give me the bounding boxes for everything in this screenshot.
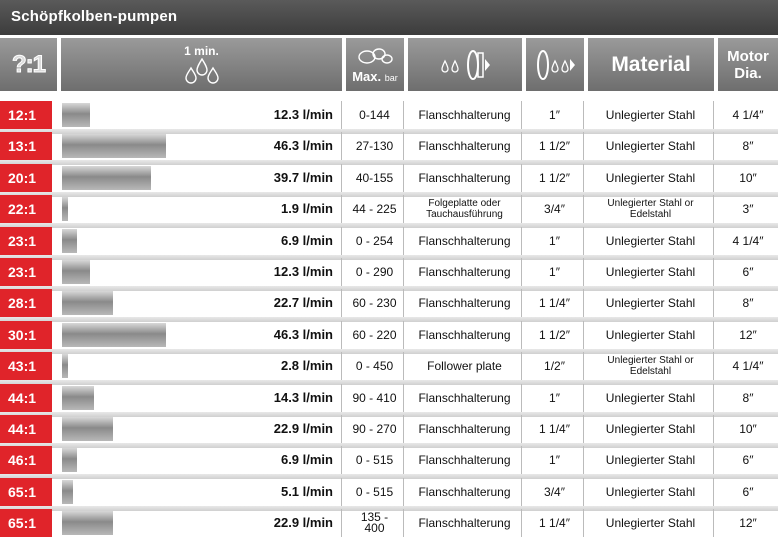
flow-bar	[62, 511, 113, 535]
material-value: Unlegierter Stahl	[605, 484, 696, 499]
header-mount	[408, 38, 522, 91]
pressure-cell	[346, 415, 404, 443]
material-header-label: Material	[611, 52, 691, 76]
port-cell	[526, 478, 584, 506]
material-cell	[588, 258, 714, 286]
motor-value: 10″	[739, 421, 757, 436]
flow-cell	[61, 446, 342, 474]
mount-cell	[408, 446, 522, 474]
page-title: Schöpfkolben-pumpen	[11, 8, 178, 25]
flow-bar	[62, 260, 90, 284]
flow-value: 46.3 l/min	[273, 327, 333, 342]
port-value: 1 1/2″	[539, 138, 570, 153]
flow-bar	[62, 386, 94, 410]
flow-value: 22.9 l/min	[273, 515, 333, 530]
material-value: Unlegierter Stahl or Edelstahl	[607, 355, 694, 377]
port-value: 1 1/4″	[539, 295, 570, 310]
pressure-header-unit: bar	[384, 72, 398, 83]
material-cell	[588, 132, 714, 160]
mount-value: Folgeplatte oder Tauchausführung	[426, 198, 503, 220]
table-row	[0, 227, 778, 255]
motor-cell	[718, 164, 778, 192]
flow-bar	[62, 229, 77, 253]
pressure-value: 90 - 410	[352, 390, 397, 405]
motor-cell	[718, 415, 778, 443]
pressure-value: 27-130	[355, 138, 394, 153]
material-value: Unlegierter Stahl	[605, 515, 696, 530]
port-cell	[526, 509, 584, 537]
motor-cell	[718, 478, 778, 506]
mount-value: Flanschhalterung	[418, 138, 511, 153]
pressure-header-max: Max.	[352, 68, 382, 84]
motor-value: 8″	[742, 295, 754, 310]
material-value: Unlegierter Stahl	[605, 452, 696, 467]
pressure-value: 40-155	[355, 170, 394, 185]
mount-value: Flanschhalterung	[418, 233, 511, 248]
table-row	[0, 446, 778, 474]
port-cell	[526, 195, 584, 223]
motor-cell	[718, 195, 778, 223]
pressure-cell	[346, 446, 404, 474]
ratio-cell: 65:1	[0, 478, 52, 506]
mount-value: Flanschhalterung	[418, 484, 511, 499]
droplets-icon	[182, 58, 222, 84]
flow-value: 22.7 l/min	[273, 295, 333, 310]
motor-value: 4 1/4″	[732, 358, 764, 373]
motor-cell	[718, 289, 778, 317]
ratio-cell: 43:1	[0, 352, 52, 380]
material-cell	[588, 352, 714, 380]
port-value: 3/4″	[544, 201, 565, 216]
ratio-cell: 44:1	[0, 415, 52, 443]
motor-value: 4 1/4″	[732, 107, 764, 122]
table-row	[0, 258, 778, 286]
table-row	[0, 509, 778, 537]
flow-cell	[61, 352, 342, 380]
ratio-cell: 23:1	[0, 258, 52, 286]
pressure-cell	[346, 227, 404, 255]
material-value: Unlegierter Stahl	[605, 327, 696, 342]
mount-value: Flanschhalterung	[418, 264, 511, 279]
flow-cell	[61, 415, 342, 443]
mount-cell	[408, 478, 522, 506]
table-row	[0, 352, 778, 380]
flow-value: 39.7 l/min	[273, 170, 333, 185]
pressure-value: 0 - 450	[355, 358, 394, 373]
pressure-cell	[346, 101, 404, 129]
pressure-value: 44 - 225	[352, 201, 397, 216]
motor-cell	[718, 352, 778, 380]
flow-cell	[61, 164, 342, 192]
header-flow	[61, 38, 342, 91]
header-pressure	[346, 38, 404, 91]
flow-bar	[62, 291, 113, 315]
motor-cell	[718, 384, 778, 412]
motor-cell	[718, 446, 778, 474]
flow-bar	[62, 166, 151, 190]
mount-value: Flanschhalterung	[418, 390, 511, 405]
flow-value: 2.8 l/min	[280, 358, 333, 373]
table-row	[0, 195, 778, 223]
pressure-cell	[346, 384, 404, 412]
motor-value: 6″	[742, 452, 754, 467]
material-cell	[588, 227, 714, 255]
motor-value: 8″	[742, 390, 754, 405]
flow-value: 6.9 l/min	[280, 233, 333, 248]
flow-value: 14.3 l/min	[273, 390, 333, 405]
flow-cell	[61, 258, 342, 286]
motor-cell	[718, 227, 778, 255]
material-cell	[588, 478, 714, 506]
flow-value: 12.3 l/min	[273, 264, 333, 279]
ratio-cell: 20:1	[0, 164, 52, 192]
mount-value: Flanschhalterung	[418, 421, 511, 436]
port-value: 1″	[549, 233, 560, 248]
pressure-cell	[346, 352, 404, 380]
mount-value: Flanschhalterung	[418, 170, 511, 185]
table-row	[0, 384, 778, 412]
material-cell	[588, 101, 714, 129]
ratio-cell: 28:1	[0, 289, 52, 317]
material-cell	[588, 415, 714, 443]
motor-cell	[718, 258, 778, 286]
flow-bar	[62, 103, 90, 127]
motor-value: 10″	[739, 170, 757, 185]
port-value: 1″	[549, 390, 560, 405]
pressure-value: 0 - 290	[355, 264, 394, 279]
mount-cell	[408, 164, 522, 192]
flow-bar	[62, 480, 73, 504]
port-value: 1 1/4″	[539, 515, 570, 530]
flow-cell	[61, 478, 342, 506]
pressure-spray-icon	[357, 46, 393, 68]
port-cell	[526, 415, 584, 443]
mount-cell	[408, 384, 522, 412]
flow-cell	[61, 289, 342, 317]
port-cell	[526, 258, 584, 286]
outlet-port-icon	[533, 47, 577, 83]
material-cell	[588, 164, 714, 192]
port-value: 1″	[549, 107, 560, 122]
flow-cell	[61, 384, 342, 412]
table-row	[0, 132, 778, 160]
flow-bar	[62, 417, 113, 441]
mount-cell	[408, 509, 522, 537]
flow-cell	[61, 321, 342, 349]
title-bar	[0, 0, 778, 35]
flow-value: 22.9 l/min	[273, 421, 333, 436]
mount-cell	[408, 289, 522, 317]
ratio-cell: 22:1	[0, 195, 52, 223]
table-row	[0, 478, 778, 506]
header-motor	[718, 38, 778, 91]
mount-cell	[408, 101, 522, 129]
mount-cell	[408, 352, 522, 380]
flow-value: 46.3 l/min	[273, 138, 333, 153]
mount-value: Flanschhalterung	[418, 452, 511, 467]
pressure-value: 0 - 515	[355, 484, 394, 499]
material-value: Unlegierter Stahl	[605, 170, 696, 185]
material-cell	[588, 289, 714, 317]
motor-value: 4 1/4″	[732, 233, 764, 248]
mount-cell	[408, 195, 522, 223]
material-value: Unlegierter Stahl	[605, 107, 696, 122]
mount-value: Flanschhalterung	[418, 515, 511, 530]
motor-value: 12″	[739, 515, 757, 530]
pressure-value: 0 - 515	[355, 452, 394, 467]
port-cell	[526, 164, 584, 192]
ratio-cell: 13:1	[0, 132, 52, 160]
material-cell	[588, 384, 714, 412]
pressure-cell	[346, 258, 404, 286]
pressure-value: 90 - 270	[352, 421, 397, 436]
port-cell	[526, 384, 584, 412]
port-value: 1 1/2″	[539, 327, 570, 342]
flow-value: 12.3 l/min	[273, 107, 333, 122]
mount-cell	[408, 132, 522, 160]
material-cell	[588, 321, 714, 349]
motor-value: 3″	[742, 201, 754, 216]
table-row	[0, 289, 778, 317]
mount-value: Flanschhalterung	[418, 295, 511, 310]
pressure-value: 60 - 220	[352, 327, 397, 342]
material-value: Unlegierter Stahl	[605, 421, 696, 436]
flow-value: 1.9 l/min	[280, 201, 333, 216]
pressure-value: 60 - 230	[352, 295, 397, 310]
mount-cell	[408, 258, 522, 286]
pressure-cell	[346, 509, 404, 537]
flow-cell	[61, 227, 342, 255]
pressure-cell	[346, 195, 404, 223]
motor-value: 12″	[739, 327, 757, 342]
pressure-value: 0 - 254	[355, 233, 394, 248]
port-cell	[526, 227, 584, 255]
pressure-cell	[346, 164, 404, 192]
table-row	[0, 164, 778, 192]
ratio-header-label: ?:1	[12, 50, 45, 78]
mount-cell	[408, 227, 522, 255]
port-cell	[526, 132, 584, 160]
port-value: 1″	[549, 452, 560, 467]
motor-cell	[718, 321, 778, 349]
pressure-cell	[346, 478, 404, 506]
table-row	[0, 415, 778, 443]
flange-mount-icon	[437, 47, 493, 83]
port-value: 1 1/4″	[539, 421, 570, 436]
material-value: Unlegierter Stahl	[605, 264, 696, 279]
header-material	[588, 38, 714, 91]
pressure-cell	[346, 132, 404, 160]
flow-cell	[61, 509, 342, 537]
motor-value: 6″	[742, 484, 754, 499]
flow-header-label: 1 min.	[184, 43, 219, 58]
ratio-cell: 30:1	[0, 321, 52, 349]
motor-header-label-dia: Dia.	[734, 64, 762, 82]
material-value: Unlegierter Stahl	[605, 233, 696, 248]
port-value: 1 1/2″	[539, 170, 570, 185]
pressure-value: 135 - 400	[360, 510, 389, 535]
mount-cell	[408, 415, 522, 443]
mount-value: Follower plate	[427, 358, 502, 373]
ratio-cell: 46:1	[0, 446, 52, 474]
motor-cell	[718, 101, 778, 129]
motor-header-label: Motor	[727, 47, 769, 65]
port-cell	[526, 289, 584, 317]
header-ratio	[0, 38, 57, 91]
port-value: 1″	[549, 264, 560, 279]
flow-cell	[61, 101, 342, 129]
motor-value: 8″	[742, 138, 754, 153]
flow-bar	[62, 354, 68, 378]
mount-cell	[408, 321, 522, 349]
ratio-cell: 12:1	[0, 101, 52, 129]
mount-value: Flanschhalterung	[418, 327, 511, 342]
port-cell	[526, 352, 584, 380]
flow-cell	[61, 195, 342, 223]
ratio-cell: 65:1	[0, 509, 52, 537]
motor-value: 6″	[742, 264, 754, 279]
material-value: Unlegierter Stahl	[605, 390, 696, 405]
material-value: Unlegierter Stahl	[605, 138, 696, 153]
flow-value: 6.9 l/min	[280, 452, 333, 467]
flow-bar	[62, 197, 68, 221]
ratio-cell: 44:1	[0, 384, 52, 412]
header-port	[526, 38, 584, 91]
table-row	[0, 101, 778, 129]
motor-cell	[718, 509, 778, 537]
ratio-cell: 23:1	[0, 227, 52, 255]
port-cell	[526, 321, 584, 349]
port-cell	[526, 446, 584, 474]
port-cell	[526, 101, 584, 129]
flow-cell	[61, 132, 342, 160]
mount-value: Flanschhalterung	[418, 107, 511, 122]
flow-value: 5.1 l/min	[280, 484, 333, 499]
motor-cell	[718, 132, 778, 160]
material-value: Unlegierter Stahl	[605, 295, 696, 310]
table-row	[0, 321, 778, 349]
port-value: 3/4″	[544, 484, 565, 499]
flow-bar	[62, 323, 166, 347]
flow-bar	[62, 448, 77, 472]
flow-bar	[62, 134, 166, 158]
material-cell	[588, 446, 714, 474]
material-value: Unlegierter Stahl or Edelstahl	[607, 198, 694, 220]
pressure-cell	[346, 321, 404, 349]
material-cell	[588, 509, 714, 537]
material-cell	[588, 195, 714, 223]
pressure-cell	[346, 289, 404, 317]
port-value: 1/2″	[544, 358, 565, 373]
pressure-value: 0-144	[359, 107, 390, 122]
